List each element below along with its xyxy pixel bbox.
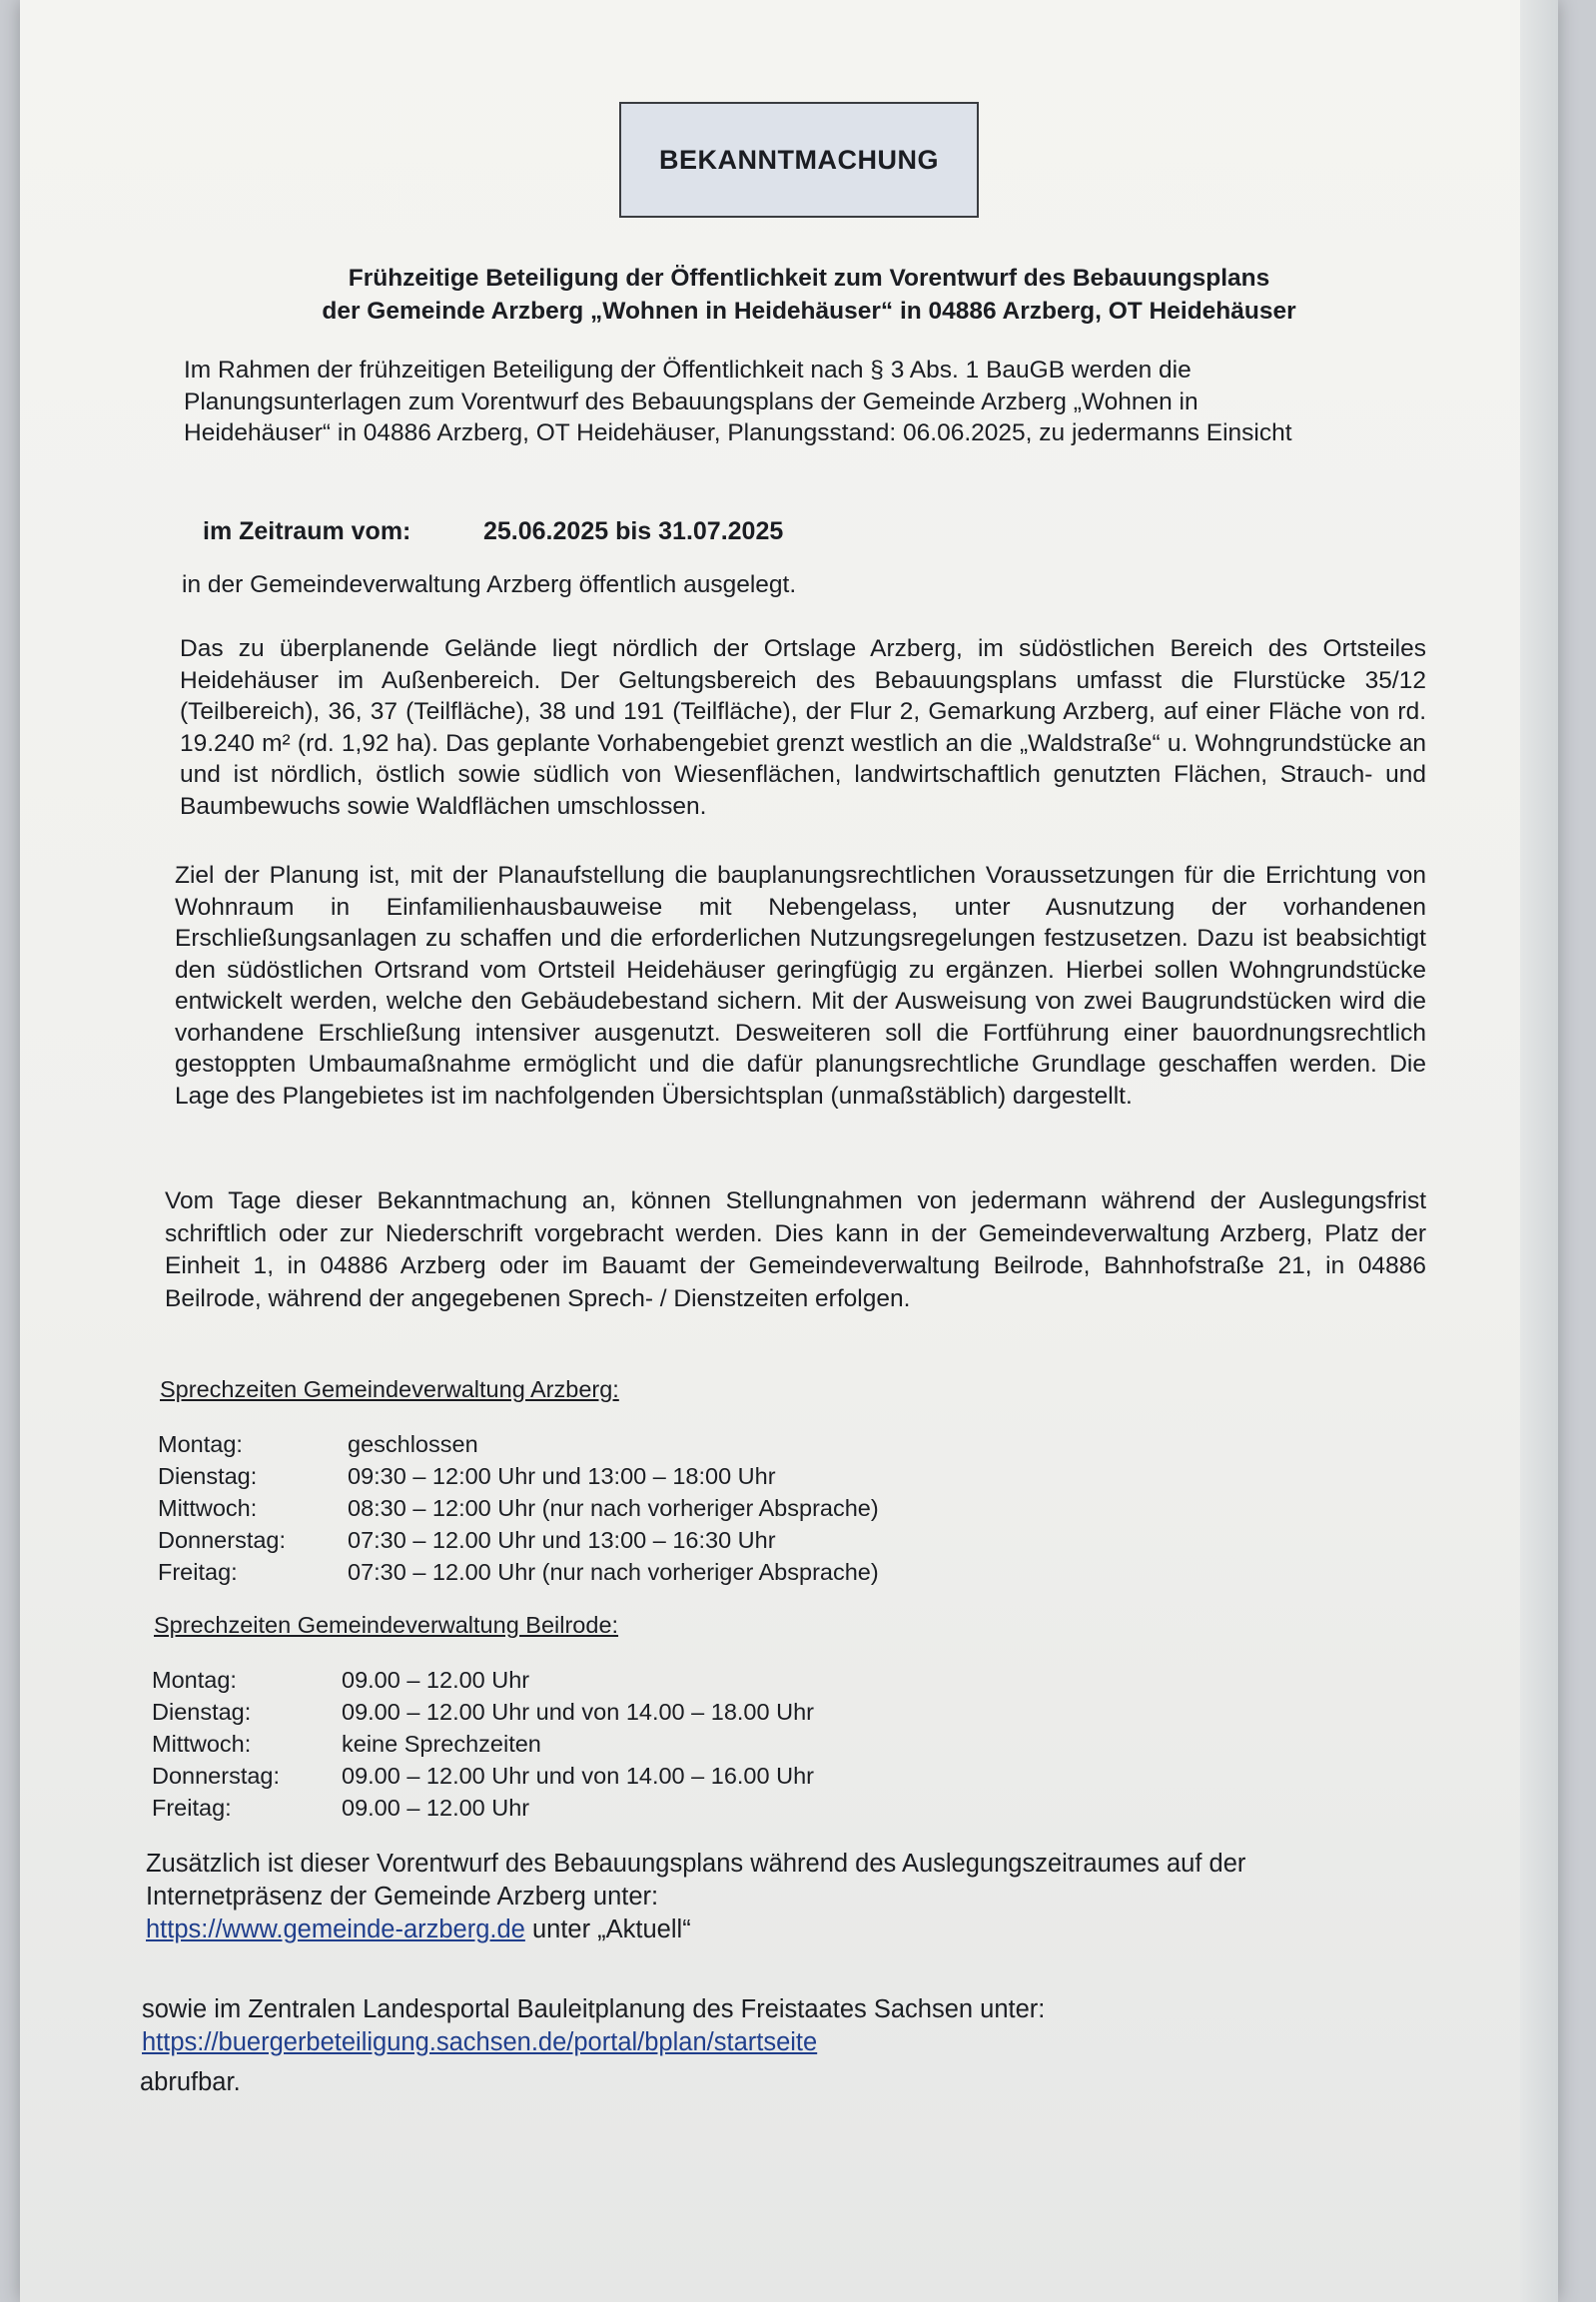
schedule-day: Freitag: <box>152 1795 232 1821</box>
headline-line-1: Frühzeitige Beteiligung der Öffentlichkeit zum Vorentwurf des Bebauungsplans <box>348 265 1270 292</box>
schedule-day: Montag: <box>152 1667 237 1693</box>
schedule-day: Donnerstag: <box>152 1763 281 1789</box>
closing-text: abrufbar. <box>140 2068 241 2096</box>
online-paragraph <box>146 1848 1434 1946</box>
schedule-day: Dienstag: <box>152 1699 252 1725</box>
schedule-day: Montag: <box>158 1431 243 1457</box>
statements-paragraph: Vom Tage dieser Bekanntmachung an, können Stellungnahmen von jedermann während der Auslegungsfrist schriftlich oder zur Niederschrift vorgebracht werden. Dies kann in der Gemeindeverwaltung Arzberg, Platz der Einheit 1, in 04886 Arzberg oder im Bauamt der Gemeindeverwaltung Beilrode, Bahnhofstraße 21, in 04886 Beilrode, während der angegebenen Sprech- / Dienstzeiten erfolgen. <box>165 1187 1426 1312</box>
arzberg-website-link[interactable]: https://www.gemeinde-arzberg.de <box>146 1916 525 1943</box>
intro-paragraph: Im Rahmen der frühzeitigen Beteiligung der Öffentlichkeit nach § 3 Abs. 1 BauGB werden die Planungsunterlagen zum Vorentwurf des Bebauungsplans der Gemeinde Arzberg „Wohnen in Heidehäuser“ in 04886 Arzberg, OT Heidehäuser, Planungsstand: 06.06.2025, zu jedermanns Einsicht <box>184 357 1292 446</box>
notice-page <box>20 0 1558 2302</box>
page-edge-shadow <box>1520 0 1558 2302</box>
portal-paragraph <box>142 1993 1430 2059</box>
schedule-row <box>152 1760 814 1792</box>
period-label: im Zeitraum vom: <box>203 517 411 545</box>
schedule-time: 07:30 – 12.00 Uhr (nur nach vorheriger Absprache) <box>348 1559 879 1585</box>
planning-goal-paragraph: Ziel der Planung ist, mit der Planaufstellung die bauplanungsrechtlichen Voraussetzungen für die Errichtung von Wohnraum in Einfamilienhausbauweise mit Nebengelass, unter Ausnutzung der vorhandenen Erschließungsanlagen zu schaffen und die erforderlichen Nutzungsregelungen festzusetzen. Dazu ist beabsichtigt den südöstlichen Ortsrand vom Ortsteil Heidehäuser geringfügig zu ergänzen. Hierbei sollen Wohngrundstücke entwickelt werden, welche den Gebäudebestand sichern. Mit der Ausweisung von zwei Baugrundstücken wird die vorhandene Erschließung intensiver ausgenutzt. Desweiteren soll die Fortführung einer bauordnungsrechtlich gestoppten Umbaumaßnahme ermöglicht und die dafür planungsrechtliche Grundlage geschaffen werden. Die Lage des Plangebietes ist im nachfolgenden Übersichtsplan (unmaßstäblich) dargestellt. <box>175 862 1426 1110</box>
display-location: in der Gemeindeverwaltung Arzberg öffentlich ausgelegt. <box>182 571 797 598</box>
beilrode-hours-table <box>152 1664 814 1824</box>
arzberg-hours-table <box>158 1428 879 1588</box>
headline-line-2: der Gemeinde Arzberg „Wohnen in Heidehäuser“ in 04886 Arzberg, OT Heidehäuser <box>322 298 1296 325</box>
schedule-row <box>152 1728 814 1760</box>
notice-title-box <box>619 102 979 218</box>
online-line-1: Zusätzlich ist dieser Vorentwurf des Bebauungsplans während des Auslegungszeitraumes auf der <box>146 1850 1246 1878</box>
schedule-time: keine Sprechzeiten <box>342 1731 541 1757</box>
schedule-row <box>158 1428 879 1460</box>
schedule-row <box>158 1524 879 1556</box>
schedule-time: 08:30 – 12:00 Uhr (nur nach vorheriger Absprache) <box>348 1495 879 1521</box>
schedule-time: geschlossen <box>348 1431 478 1457</box>
portal-link[interactable]: https://buergerbeteiligung.sachsen.de/portal/bplan/startseite <box>142 2028 818 2056</box>
schedule-time: 09.00 – 12.00 Uhr <box>342 1795 530 1821</box>
schedule-day: Mittwoch: <box>158 1495 258 1521</box>
arzberg-hours-heading: Sprechzeiten Gemeindeverwaltung Arzberg: <box>160 1376 619 1402</box>
beilrode-hours-heading: Sprechzeiten Gemeindeverwaltung Beilrode: <box>154 1612 619 1638</box>
period-value: 25.06.2025 bis 31.07.2025 <box>483 517 784 545</box>
schedule-day: Donnerstag: <box>158 1527 287 1553</box>
schedule-time: 09:30 – 12:00 Uhr und 13:00 – 18:00 Uhr <box>348 1463 776 1489</box>
schedule-row <box>152 1664 814 1696</box>
area-description-paragraph: Das zu überplanende Gelände liegt nördlich der Ortslage Arzberg, im südöstlichen Bereich des Ortsteiles Heidehäuser im Außenbereich. Der Geltungsbereich des Bebauungsplans umfasst die Flurstücke 35/12 (Teilbereich), 36, 37 (Teilfläche), 38 und 191 (Teilfläche), der Flur 2, Gemarkung Arzberg, auf einer Fläche von rd. 19.240 m² (rd. 1,92 ha). Das geplante Vorhabengebiet grenzt westlich an die „Waldstraße“ u. Wohngrundstücke an und ist nördlich, östlich sowie südlich von Wiesenflächen, landwirtschaftlich genutzten Flächen, Strauch- und Baumbewuchs sowie Waldflächen umschlossen. <box>180 635 1426 820</box>
schedule-time: 09.00 – 12.00 Uhr und von 14.00 – 18.00 Uhr <box>342 1699 814 1725</box>
schedule-row <box>152 1792 814 1824</box>
schedule-time: 07:30 – 12.00 Uhr und 13:00 – 16:30 Uhr <box>348 1527 776 1553</box>
schedule-row <box>158 1460 879 1492</box>
schedule-row <box>152 1696 814 1728</box>
schedule-day: Dienstag: <box>158 1463 258 1489</box>
schedule-time: 09.00 – 12.00 Uhr <box>342 1667 530 1693</box>
schedule-row <box>158 1492 879 1524</box>
arzberg-link-line <box>146 1914 1434 1946</box>
schedule-day: Mittwoch: <box>152 1731 252 1757</box>
schedule-time: 09.00 – 12.00 Uhr und von 14.00 – 16.00 Uhr <box>342 1763 814 1789</box>
online-line-2: Internetpräsenz der Gemeinde Arzberg unter: <box>146 1883 659 1911</box>
schedule-row <box>158 1556 879 1588</box>
portal-text: sowie im Zentralen Landesportal Bauleitplanung des Freistaates Sachsen unter: <box>142 1995 1046 2023</box>
notice-title: BEKANNTMACHUNG <box>659 144 939 175</box>
notice-headline <box>240 262 1378 328</box>
arzberg-link-suffix: unter „Aktuell“ <box>524 1916 691 1943</box>
schedule-day: Freitag: <box>158 1559 238 1585</box>
